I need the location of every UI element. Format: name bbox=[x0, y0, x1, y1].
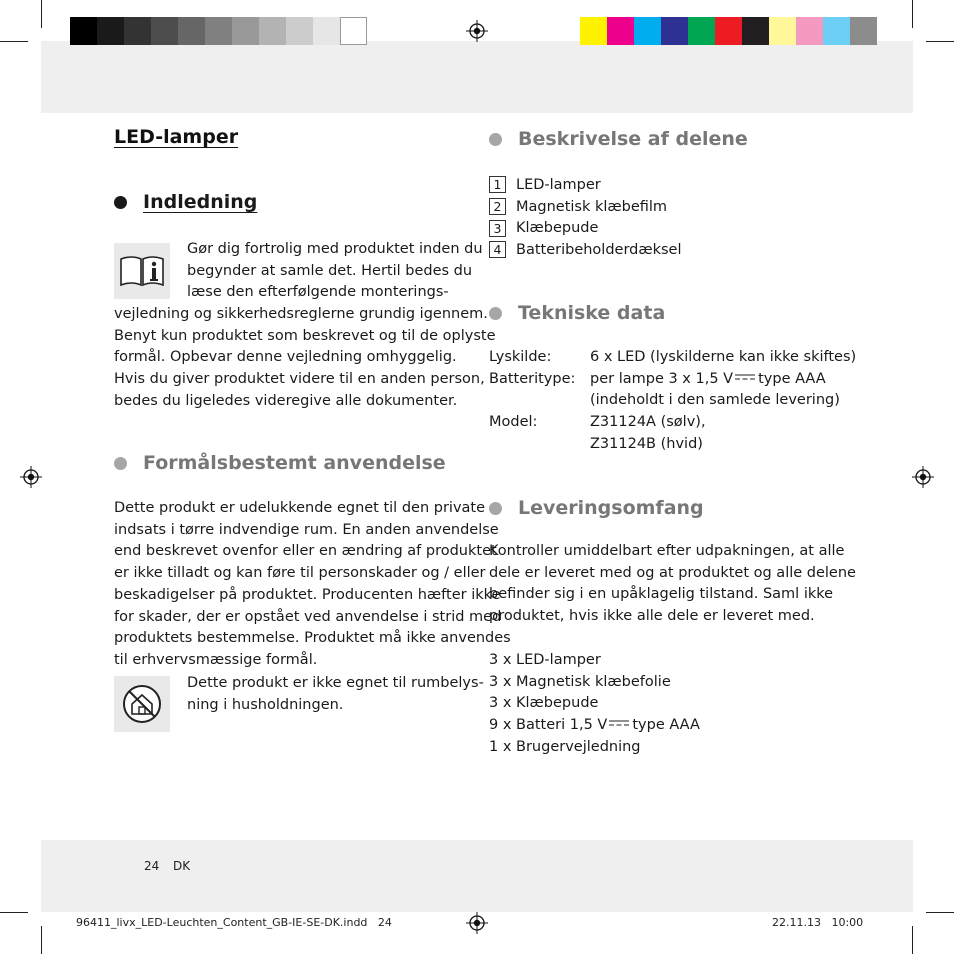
heading-text: Formålsbestemt anvendelse bbox=[143, 452, 446, 474]
text-line: Dette produkt er udelukkende egnet til den private bbox=[114, 500, 486, 516]
heading-text: Leveringsomfang bbox=[518, 497, 704, 519]
registration-mark-icon bbox=[466, 20, 488, 42]
color-swatch bbox=[259, 17, 286, 45]
text-line: for skader, der er opstået ved anvendelse i strid med bbox=[114, 608, 502, 625]
heading-bullet bbox=[114, 457, 127, 470]
list-item bbox=[489, 174, 682, 196]
tech-value bbox=[590, 412, 706, 455]
list-item: 3 x Magnetisk klæbefolie bbox=[489, 673, 671, 690]
text-line: Kontroller umiddelbart efter udpakningen, at alle bbox=[489, 543, 845, 559]
color-swatch bbox=[313, 17, 340, 45]
heading-text: Indledning bbox=[143, 191, 258, 213]
text-line: til erhvervsmæssige formål. bbox=[114, 651, 318, 668]
tech-data-table bbox=[489, 347, 856, 456]
part-label: Magnetisk klæbefilm bbox=[516, 198, 668, 215]
color-swatch bbox=[607, 17, 634, 45]
color-swatch bbox=[688, 17, 715, 45]
section-heading-parts bbox=[489, 128, 748, 150]
info-book-icon bbox=[114, 243, 170, 299]
tech-value: 6 x LED (lyskilderne kan ikke skiftes) bbox=[590, 349, 857, 365]
tech-value-part: Z31124A (sølv), bbox=[590, 414, 706, 431]
section-heading-delivery bbox=[489, 497, 704, 519]
crop-mark bbox=[41, 926, 42, 954]
part-number: 4 bbox=[489, 241, 506, 258]
text-line: bedes du ligeledes videregive alle dokumenter. bbox=[114, 392, 458, 409]
part-label: LED-lamper bbox=[516, 176, 601, 193]
color-swatch bbox=[634, 17, 661, 45]
table-row bbox=[489, 412, 856, 455]
text-line: ning i husholdningen. bbox=[187, 696, 344, 713]
heading-bullet bbox=[114, 196, 127, 209]
color-swatch bbox=[796, 17, 823, 45]
list-item bbox=[489, 196, 682, 218]
color-swatch bbox=[232, 17, 259, 45]
page-number: 24 bbox=[144, 859, 160, 873]
text-line: end beskrevet ovenfor eller en ændring af produktet bbox=[114, 543, 497, 560]
text-line: produktets bestemmelse. Produktet må ikke anvendes bbox=[114, 630, 511, 647]
parts-list bbox=[489, 174, 682, 261]
tech-value bbox=[590, 369, 840, 412]
intro-body-text bbox=[114, 304, 496, 413]
text-line: vejledning og sikkerhedsreglerne grundig igennem. bbox=[114, 306, 488, 322]
lighting-note-text bbox=[187, 673, 484, 716]
tech-label: Batteritype: bbox=[489, 370, 576, 387]
list-item bbox=[489, 715, 700, 737]
list-item: 3 x LED-lamper bbox=[489, 652, 601, 668]
part-label: Batteribeholderdæksel bbox=[516, 241, 682, 258]
color-swatch bbox=[661, 17, 688, 45]
header-band bbox=[41, 41, 913, 113]
part-label: Klæbepude bbox=[516, 220, 599, 237]
section-heading-intended-use bbox=[114, 452, 446, 474]
page-title: LED-lamper bbox=[114, 126, 239, 148]
dc-symbol-icon bbox=[735, 373, 755, 381]
text-line: Gør dig fortrolig med produktet inden du bbox=[187, 241, 483, 257]
color-swatch bbox=[580, 17, 607, 45]
text-line: beskadigelser på produktet. Producenten hæfter ikke bbox=[114, 586, 501, 603]
indd-filename: 96411_livx_LED-Leuchten_Content_GB-IE-SE-DK.indd 24 bbox=[76, 916, 392, 929]
crop-mark bbox=[926, 912, 954, 913]
dc-symbol-icon bbox=[609, 719, 629, 727]
color-swatch bbox=[178, 17, 205, 45]
crop-mark bbox=[0, 41, 28, 42]
color-swatch bbox=[286, 17, 313, 45]
list-item-part: 9 x Batteri 1,5 V bbox=[489, 717, 608, 734]
text-line: Dette produkt er ikke egnet til rumbelys- bbox=[187, 675, 484, 691]
text-line: Benyt kun produktet som beskrevet og til de oplyste bbox=[114, 327, 496, 344]
tech-label: Model: bbox=[489, 414, 538, 431]
no-room-lighting-icon bbox=[114, 676, 170, 732]
delivery-text bbox=[489, 541, 856, 628]
crop-mark bbox=[0, 912, 28, 913]
tech-value-part: type AAA bbox=[758, 370, 826, 387]
crop-mark bbox=[926, 41, 954, 42]
crop-mark bbox=[912, 926, 913, 954]
color-swatch bbox=[205, 17, 232, 45]
color-calibration-bar bbox=[580, 17, 877, 45]
grayscale-calibration-bar bbox=[70, 17, 367, 45]
list-item bbox=[489, 217, 682, 239]
color-swatch bbox=[823, 17, 850, 45]
color-swatch bbox=[742, 17, 769, 45]
part-number: 3 bbox=[489, 220, 506, 237]
heading-bullet bbox=[489, 307, 502, 320]
section-heading-tech-data bbox=[489, 302, 665, 324]
heading-text: Tekniske data bbox=[518, 302, 666, 324]
text-line: er ikke tilladt og kan føre til personskader og / eller bbox=[114, 565, 486, 582]
tech-value-part: Z31124B (hvid) bbox=[590, 435, 703, 452]
heading-bullet bbox=[489, 502, 502, 515]
crop-mark bbox=[912, 0, 913, 28]
list-item-part: type AAA bbox=[632, 717, 700, 734]
footer-band bbox=[41, 840, 913, 912]
text-line: produktet, hvis ikke alle dele er leveret med. bbox=[489, 608, 815, 625]
text-line: Hvis du giver produktet videre til en anden person, bbox=[114, 371, 485, 388]
color-swatch bbox=[124, 17, 151, 45]
list-item: 1 x Brugervejledning bbox=[489, 738, 641, 755]
text-line: læse den efterfølgende monterings- bbox=[187, 284, 449, 301]
tech-value-part: per lampe 3 x 1,5 V bbox=[590, 370, 734, 387]
color-swatch bbox=[769, 17, 796, 45]
color-swatch bbox=[97, 17, 124, 45]
color-swatch bbox=[850, 17, 877, 45]
color-swatch bbox=[715, 17, 742, 45]
part-number: 1 bbox=[489, 176, 506, 193]
tech-value-part: (indeholdt i den samlede levering) bbox=[590, 392, 840, 409]
color-swatch bbox=[340, 17, 367, 45]
color-swatch bbox=[70, 17, 97, 45]
crop-mark bbox=[41, 0, 42, 28]
intended-use-text bbox=[114, 498, 511, 672]
text-line: indsats i tørre indvendige rum. En anden anvendelse bbox=[114, 521, 499, 538]
heading-bullet bbox=[489, 133, 502, 146]
text-line: formål. Opbevar denne vejledning omhyggelig. bbox=[114, 349, 457, 366]
registration-mark-icon bbox=[466, 912, 488, 934]
registration-mark-icon bbox=[912, 466, 934, 488]
list-item bbox=[489, 239, 682, 261]
tech-label: Lyskilde: bbox=[489, 349, 552, 365]
heading-text: Beskrivelse af delene bbox=[518, 128, 748, 150]
table-row bbox=[489, 347, 856, 369]
intro-indented-text bbox=[187, 239, 483, 304]
text-line: dele er leveret med og at produktet og alle delene bbox=[489, 564, 856, 581]
part-number: 2 bbox=[489, 198, 506, 215]
list-item: 3 x Klæbepude bbox=[489, 695, 599, 712]
section-heading-introduction bbox=[114, 191, 257, 213]
delivery-items bbox=[489, 650, 700, 759]
text-line: befinder sig i en upåklagelig tilstand. Saml ikke bbox=[489, 586, 834, 603]
registration-mark-icon bbox=[20, 466, 42, 488]
language-code: DK bbox=[173, 859, 191, 873]
color-swatch bbox=[151, 17, 178, 45]
text-line: begynder at samle det. Hertil bedes du bbox=[187, 262, 473, 279]
print-timestamp: 22.11.13 10:00 bbox=[772, 916, 864, 929]
table-row bbox=[489, 369, 856, 412]
